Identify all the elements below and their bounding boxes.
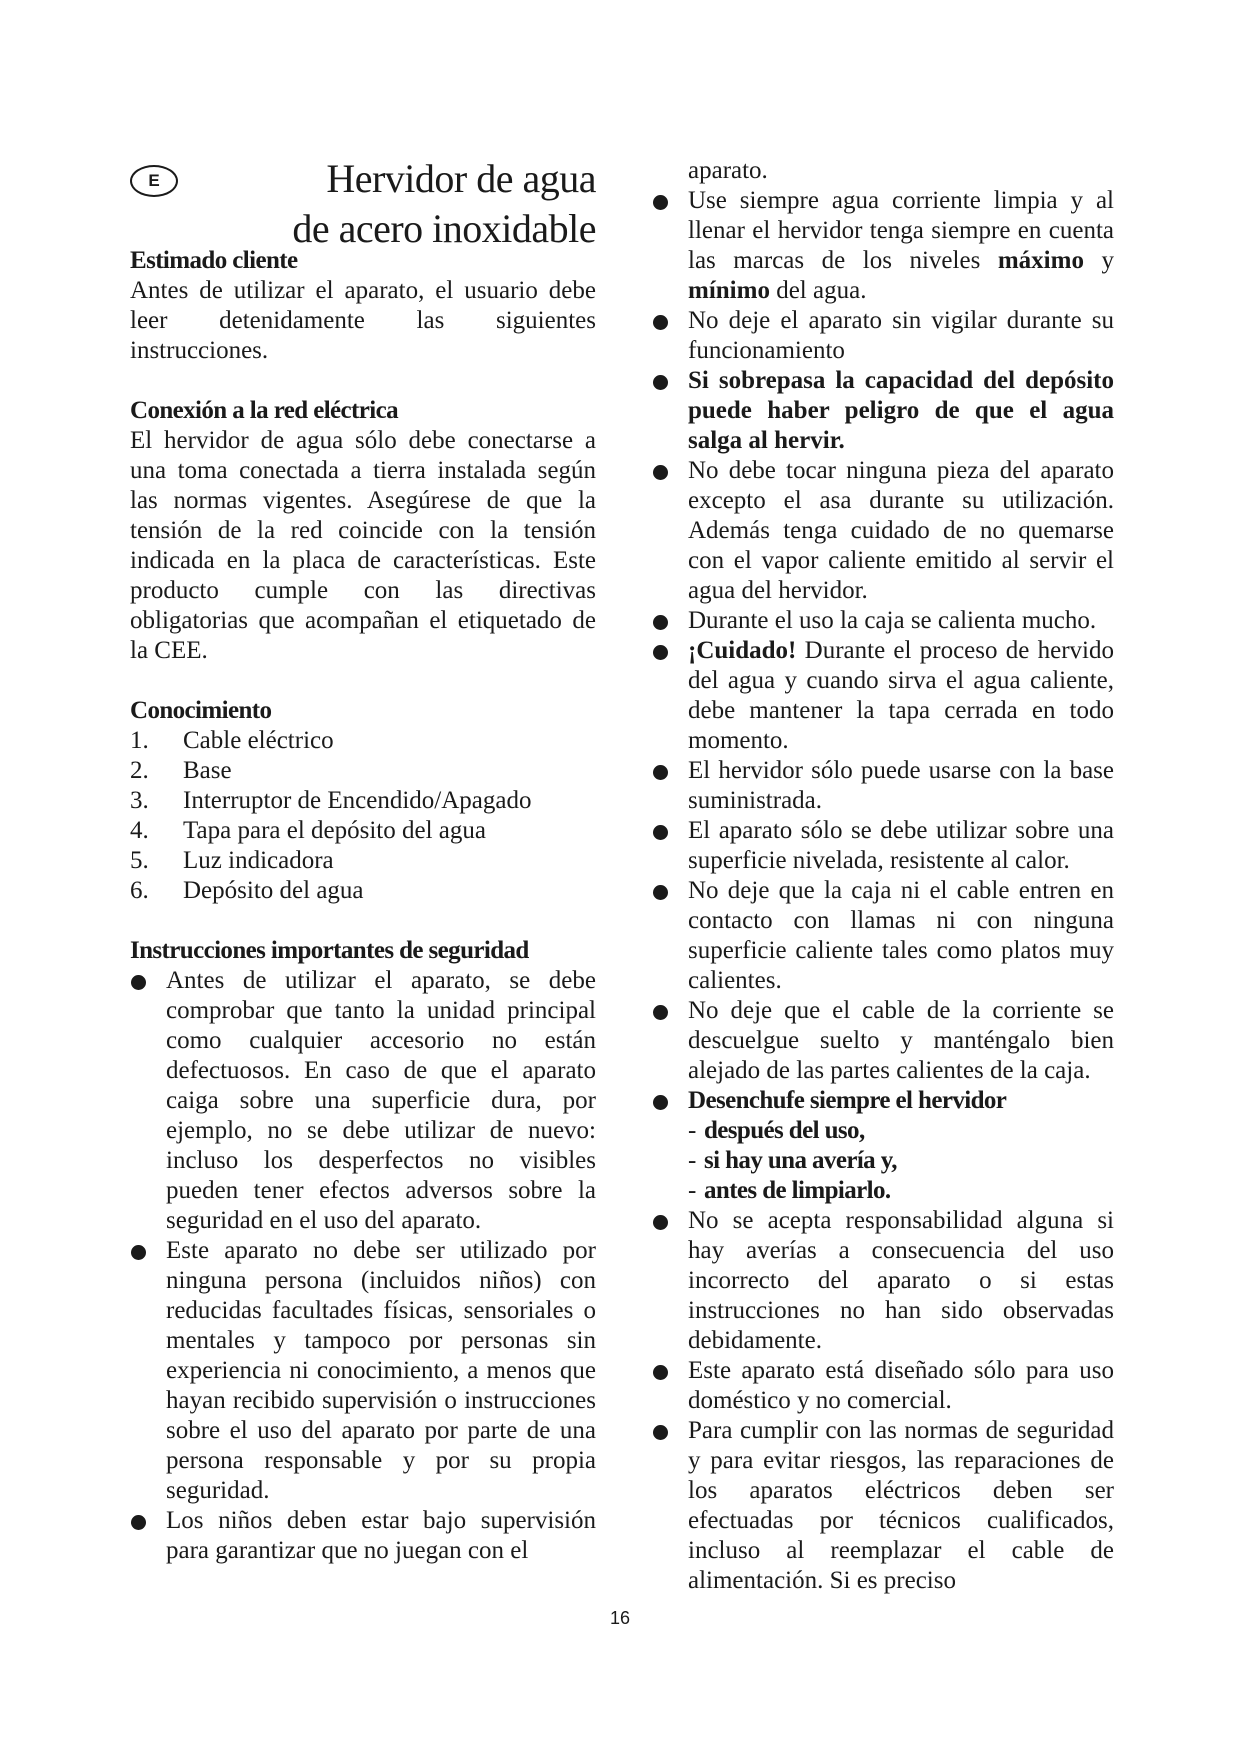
power-heading: Conexión a la red eléctrica <box>130 397 398 424</box>
list-item <box>652 636 1114 756</box>
bullet-text: Este aparato está diseñado sólo para uso doméstico y no comercial. <box>688 1357 1114 1414</box>
list-item <box>652 156 1114 186</box>
part-number: 4. <box>130 817 149 844</box>
unplug-sub-item: - si hay una avería y, <box>688 1147 897 1174</box>
bullet-icon <box>653 375 668 390</box>
list-item <box>130 1506 596 1566</box>
bullet-text: El hervidor sólo puede usarse con la base suministrada. <box>688 757 1114 814</box>
bullet-icon <box>653 765 668 780</box>
sub-item-text: si hay una avería y, <box>704 1147 897 1174</box>
customer-section <box>130 246 596 366</box>
list-item <box>130 966 596 1236</box>
bullet-text: Durante el uso la caja se calienta mucho. <box>688 607 1097 634</box>
bullet-icon <box>653 1215 668 1230</box>
list-item <box>130 846 596 876</box>
bullet-icon <box>653 825 668 840</box>
bullet-icon <box>653 615 668 630</box>
part-number: 1. <box>130 727 149 754</box>
bullet-text: Durante el proceso de hervido del agua y cuando sirva el agua caliente, debe mantener la tapa cerrada en todo momento. <box>688 637 1114 754</box>
bullet-icon <box>653 465 668 480</box>
bullet-text: y <box>1083 247 1114 274</box>
bullet-icon <box>131 1515 146 1530</box>
list-item <box>652 186 1114 306</box>
left-column <box>130 246 596 1596</box>
list-item <box>130 726 596 756</box>
bullet-text: No deje que el cable de la corriente se descuelgue suelto y manténgalo bien alejado de las partes calientes de la caja. <box>688 997 1114 1084</box>
bullet-icon <box>653 195 668 210</box>
bullet-text: No debe tocar ninguna pieza del aparato excepto el asa durante su utilización. Además tenga cuidado de no quemarse con el vapor caliente emitido al servir el agua del hervidor. <box>688 457 1114 604</box>
bullet-text: No deje el aparato sin vigilar durante su funcionamiento <box>688 307 1114 364</box>
title-line-1: Hervidor de agua <box>326 156 596 201</box>
page-number: 16 <box>609 1608 631 1628</box>
bullet-text: Antes de utilizar el aparato, se debe comprobar que tanto la unidad principal como cualquier accesorio no están defectuosos. En caso de que el aparato caiga sobre una superficie dura, por ejemplo, no se debe utilizar de nuevo: incluso los desperfectos no visibles pueden tener efectos adversos sobre la seguridad en el uso del aparato. <box>166 967 596 1234</box>
customer-text: Antes de utilizar el aparato, el usuario debe leer detenidamente las siguientes instrucciones. <box>130 277 596 364</box>
customer-heading: Estimado cliente <box>130 247 298 274</box>
part-label: Cable eléctrico <box>183 727 334 754</box>
safety-list-continued <box>652 156 1114 1596</box>
title-line-2: de acero inoxidable <box>292 206 596 251</box>
list-item <box>652 876 1114 996</box>
bullet-icon <box>653 885 668 900</box>
list-item <box>130 876 596 906</box>
safety-list <box>130 966 596 1566</box>
parts-section <box>130 696 596 906</box>
bullet-icon <box>131 1245 146 1260</box>
bullet-text: aparato. <box>688 157 768 184</box>
bullet-text: El aparato sólo se debe utilizar sobre una superficie nivelada, resistente al calor. <box>688 817 1114 874</box>
list-item <box>130 1236 596 1506</box>
bullet-text: Los niños deben estar bajo supervisión para garantizar que no juegan con el <box>166 1507 596 1564</box>
part-number: 5. <box>130 847 149 874</box>
part-label: Tapa para el depósito del agua <box>183 817 486 844</box>
bullet-icon <box>653 645 668 660</box>
bullet-icon <box>653 1365 668 1380</box>
bold-term: ¡Cuidado! <box>688 637 797 664</box>
bullet-text: del agua. <box>769 277 867 304</box>
bullet-icon <box>653 1095 668 1110</box>
part-number: 6. <box>130 877 149 904</box>
list-item <box>130 786 596 816</box>
unplug-sub-item: - antes de limpiarlo. <box>688 1177 891 1204</box>
bullet-text: Para cumplir con las normas de seguridad y para evitar riesgos, las reparaciones de los aparatos eléctricos deben ser efectuadas por técnicos cualificados, incluso al reemplazar el cable de alimentación. Si es preciso <box>688 1417 1114 1594</box>
sub-item-text: después del uso, <box>704 1117 865 1144</box>
bullet-icon <box>131 975 146 990</box>
list-item <box>652 306 1114 366</box>
bullet-text: Este aparato no debe ser utilizado por ninguna persona (incluidos niños) con reducidas facultades físicas, sensoriales o mentales y tampoco por personas sin experiencia ni conocimiento, a menos que hayan recibido supervisión o instrucciones sobre el uso del aparato por parte de una persona responsable y por su propia seguridad. <box>166 1237 596 1504</box>
part-label: Luz indicadora <box>183 847 334 874</box>
list-item <box>130 756 596 786</box>
part-label: Depósito del agua <box>183 877 364 904</box>
sub-item-text: antes de limpiarlo. <box>704 1177 891 1204</box>
power-section <box>130 396 596 666</box>
list-item <box>130 816 596 846</box>
bullet-text: No deje que la caja ni el cable entren en contacto con llamas ni con ninguna superficie caliente tales como platos muy calientes. <box>688 877 1114 994</box>
part-number: 2. <box>130 757 149 784</box>
bullet-icon <box>653 315 668 330</box>
power-text: El hervidor de agua sólo debe conectarse a una toma conectada a tierra instalada según las normas vigentes. Asegúrese de que la tensión de la red coincide con la tensión indicada en la placa de características. Este producto cumple con las directivas obligatorias que acompañan el etiquetado de la CEE. <box>130 427 596 664</box>
list-item <box>652 606 1114 636</box>
bold-term: mínimo <box>688 277 770 304</box>
part-label: Base <box>183 757 232 784</box>
list-item <box>652 816 1114 876</box>
bullet-icon <box>653 1425 668 1440</box>
bullet-text: No se acepta responsabilidad alguna si hay averías a consecuencia del uso incorrecto del aparato o si estas instrucciones no han sido observadas debidamente. <box>688 1207 1114 1354</box>
unplug-sub-item: - después del uso, <box>688 1117 865 1144</box>
list-item <box>652 366 1114 456</box>
parts-list <box>130 726 596 906</box>
bullet-text: Si sobrepasa la capacidad del depósito puede haber peligro de que el agua salga al hervir. <box>688 367 1114 454</box>
safety-heading: Instrucciones importantes de seguridad <box>130 937 529 964</box>
bullet-text: Use siempre agua corriente limpia y al llenar el hervidor tenga siempre en cuenta las marcas de los niveles <box>688 187 1114 274</box>
parts-heading: Conocimiento <box>130 697 272 724</box>
bullet-icon <box>653 1005 668 1020</box>
list-item <box>652 456 1114 606</box>
list-item <box>652 1356 1114 1416</box>
unplug-heading: Desenchufe siempre el hervidor <box>688 1087 1007 1114</box>
part-label: Interruptor de Encendido/Apagado <box>183 787 532 814</box>
list-item <box>652 996 1114 1086</box>
list-item <box>652 1086 1114 1206</box>
safety-section <box>130 936 596 1566</box>
right-column <box>652 156 1114 1596</box>
language-badge: E <box>130 165 178 197</box>
list-item <box>652 1416 1114 1596</box>
list-item <box>652 1206 1114 1356</box>
bold-term: máximo <box>997 247 1084 274</box>
part-number: 3. <box>130 787 149 814</box>
page-title <box>220 154 596 254</box>
list-item <box>652 756 1114 816</box>
